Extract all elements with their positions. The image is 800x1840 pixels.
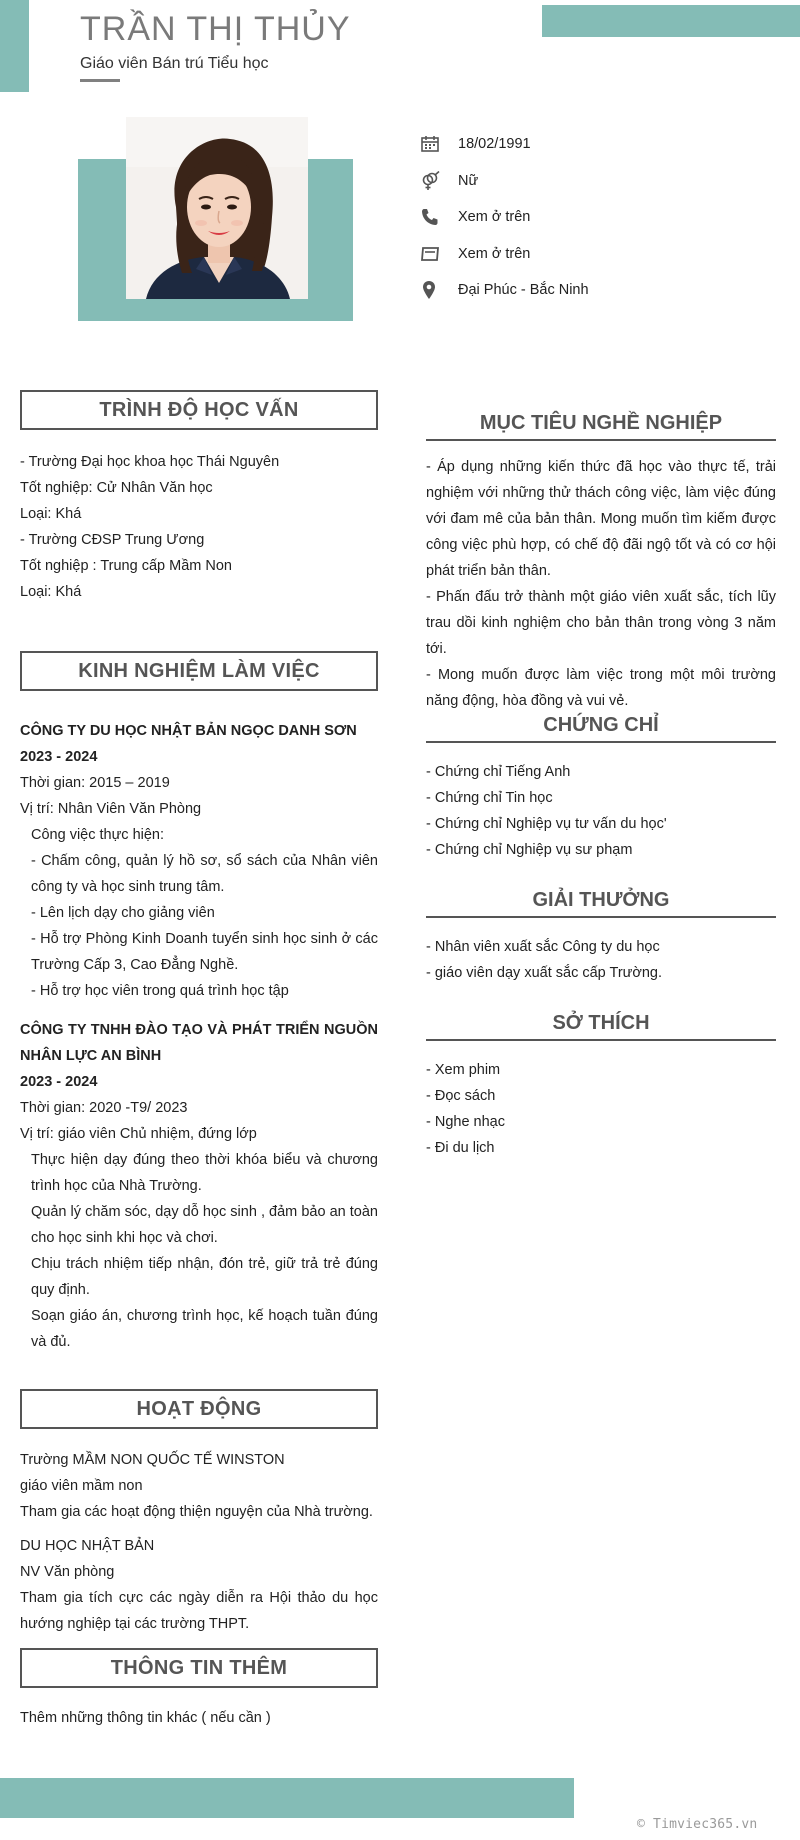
job-duty: Chịu trách nhiệm tiếp nhận, đón trẻ, giữ trả trẻ đúng quy định.: [31, 1256, 378, 1298]
certificates-heading: CHỨNG CHỈ: [426, 714, 776, 743]
job-duty: - Chấm công, quản lý hồ sơ, sổ sách của Nhân viên công ty và học sinh trung tâm.: [31, 853, 378, 895]
more-info-text: Thêm những thông tin khác ( nếu cần ): [20, 1710, 271, 1726]
education-line: Loại: Khá: [20, 584, 82, 600]
job-company: CÔNG TY TNHH ĐÀO TẠO VÀ PHÁT TRIỂN NGUỒN NHÂN LỰC AN BÌNH: [20, 1022, 378, 1064]
experience-content: [20, 718, 378, 1004]
contact-birthday: [420, 126, 780, 163]
contact-address: [420, 272, 780, 309]
awards-content: [426, 934, 776, 986]
job-duty: - Hỗ trợ học viên trong quá trình học tập: [31, 983, 289, 999]
job-duty: Quản lý chăm sóc, dạy dỗ học sinh , đảm bảo an toàn cho học sinh khi học và chơi.: [31, 1204, 378, 1246]
job-duties-heading: Công việc thực hiện:: [31, 827, 165, 843]
birthday-text: 18/02/1991: [458, 136, 531, 153]
objective-paragraph: - Mong muốn được làm việc trong một môi trường năng động, hòa đồng và vui vẻ.: [426, 667, 776, 709]
calendar-icon: [420, 134, 440, 154]
job-duty: Soạn giáo án, chương trình học, kế hoạch tuần đúng và đủ.: [31, 1308, 378, 1350]
activity-desc: Tham gia các hoạt động thiện nguyện của Nhà trường.: [20, 1504, 373, 1520]
more-info-heading: THÔNG TIN THÊM: [20, 1648, 378, 1688]
job-time: Thời gian: 2015 – 2019: [20, 775, 170, 791]
hobby-item: - Đi du lịch: [426, 1140, 495, 1156]
job-duty: Thực hiện dạy đúng theo thời khóa biểu và chương trình học của Nhà Trường.: [31, 1152, 378, 1194]
hobbies-heading: SỞ THÍCH: [426, 1012, 776, 1041]
education-heading: TRÌNH ĐỘ HỌC VẤN: [20, 390, 378, 430]
education-content: [20, 449, 378, 605]
certificate-item: - Chứng chỉ Nghiệp vụ tư vấn du học': [426, 816, 667, 832]
activity-org: Trường MẦM NON QUỐC TẾ WINSTON: [20, 1452, 285, 1468]
activity-role: NV Văn phòng: [20, 1564, 115, 1580]
accent-bar-left: [0, 0, 29, 92]
activities-heading: HOẠT ĐỘNG: [20, 1389, 378, 1429]
awards-heading: GIẢI THƯỞNG: [426, 889, 776, 918]
profile-photo-illustration: [126, 117, 308, 299]
activities-content: [20, 1447, 378, 1637]
contact-phone: [420, 199, 780, 236]
certificates-content: [426, 759, 776, 863]
activity-desc: Tham gia tích cực các ngày diễn ra Hội thảo du học hướng nghiệp tại các trường THPT.: [20, 1590, 378, 1632]
job-years: 2023 - 2024: [20, 749, 98, 765]
certificate-item: - Chứng chỉ Tin học: [426, 790, 553, 806]
job-time: Thời gian: 2020 -T9/ 2023: [20, 1100, 188, 1116]
experience-heading: KINH NGHIỆM LÀM VIỆC: [20, 651, 378, 691]
award-item: - Nhân viên xuất sắc Công ty du học: [426, 939, 660, 955]
contact-email: [420, 236, 780, 273]
location-pin-icon: [420, 280, 440, 300]
email-text: Xem ở trên: [458, 245, 531, 262]
objective-paragraph: - Áp dụng những kiến thức đã học vào thực tế, trải nghiệm với những thử thách công việc, làm việc đúng với đam mê của bản thân. Mong muốn tìm kiếm được công việc phù hợp, có chế độ đãi ngộ tốt và có cơ hội phát triển bản thân.: [426, 459, 776, 579]
objective-paragraph: - Phấn đấu trở thành một giáo viên xuất sắc, tích lũy trau dồi kinh nghiệm cho bản thân trong vòng 3 năm tới.: [426, 589, 776, 657]
experience-content-2: [20, 1017, 378, 1355]
hobby-item: - Xem phim: [426, 1062, 501, 1078]
job-years: 2023 - 2024: [20, 1074, 98, 1090]
gender-icon: [420, 171, 440, 191]
profile-photo: [126, 117, 308, 299]
hobby-item: - Nghe nhạc: [426, 1114, 505, 1130]
candidate-name: TRẦN THỊ THỦY: [80, 10, 351, 48]
phone-icon: [420, 207, 440, 227]
activity-org: DU HỌC NHẬT BẢN: [20, 1538, 155, 1554]
job-company: CÔNG TY DU HỌC NHẬT BẢN NGỌC DANH SƠN: [20, 723, 357, 739]
contact-info: [420, 126, 780, 309]
objective-heading: MỤC TIÊU NGHỀ NGHIỆP: [426, 412, 776, 441]
job-position: Vị trí: Nhân Viên Văn Phòng: [20, 801, 202, 817]
activity-role: giáo viên mầm non: [20, 1478, 143, 1494]
gender-text: Nữ: [458, 172, 479, 189]
education-line: - Trường Đại học khoa học Thái Nguyên: [20, 454, 280, 470]
more-info-content: [20, 1705, 378, 1731]
email-icon: [420, 244, 440, 264]
education-line: Loại: Khá: [20, 506, 82, 522]
accent-bar-right: [542, 5, 800, 37]
hobby-item: - Đọc sách: [426, 1088, 496, 1104]
job-duty: - Hỗ trợ Phòng Kinh Doanh tuyển sinh học sinh ở các Trường Cấp 3, Cao Đẳng Nghề.: [31, 931, 378, 973]
award-item: - giáo viên dạy xuất sắc cấp Trường.: [426, 965, 663, 981]
job-position: Vị trí: giáo viên Chủ nhiệm, đứng lớp: [20, 1126, 257, 1142]
job-duty: - Lên lịch dạy cho giảng viên: [31, 905, 215, 921]
phone-text: Xem ở trên: [458, 209, 531, 226]
objective-content: [426, 454, 776, 714]
address-text: Đại Phúc - Bắc Ninh: [458, 282, 589, 299]
contact-gender: [420, 163, 780, 200]
certificate-item: - Chứng chỉ Nghiệp vụ sư phạm: [426, 842, 633, 858]
hobbies-content: [426, 1057, 776, 1161]
job-title-underline: [80, 79, 120, 82]
watermark: © Timviec365.vn: [637, 1817, 758, 1832]
education-line: Tốt nghiệp: Cử Nhân Văn học: [20, 480, 213, 496]
certificate-item: - Chứng chỉ Tiếng Anh: [426, 764, 571, 780]
accent-bar-bottom: [0, 1778, 574, 1818]
education-line: Tốt nghiệp : Trung cấp Mầm Non: [20, 558, 232, 574]
job-title: Giáo viên Bán trú Tiểu học: [80, 55, 269, 72]
education-line: - Trường CĐSP Trung Ương: [20, 532, 205, 548]
